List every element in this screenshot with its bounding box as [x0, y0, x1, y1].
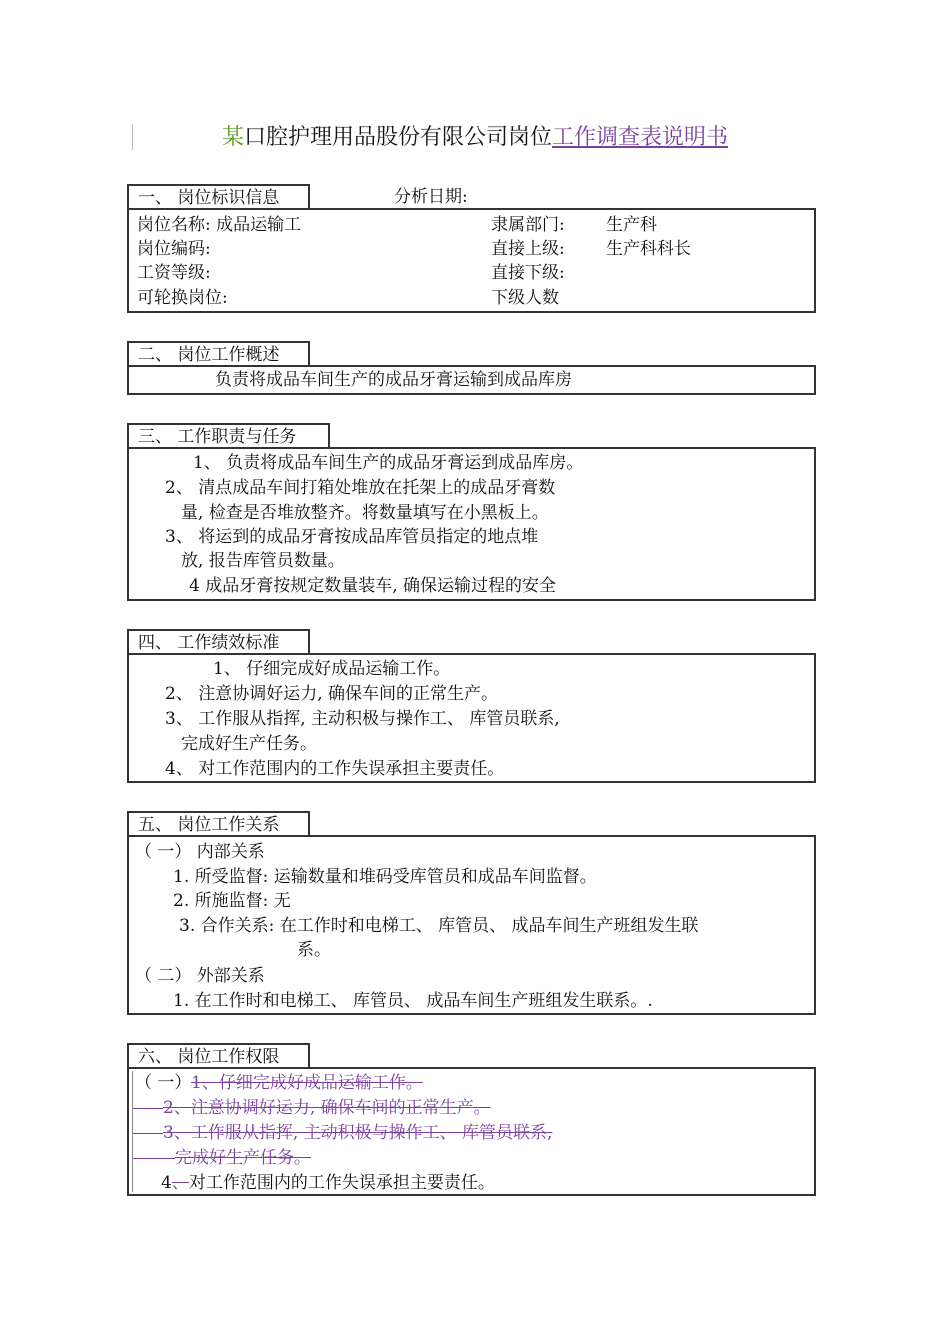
supervised-by: 1. 所受监督: 运输数量和堆码受库管员和成品车间监督。	[173, 867, 597, 887]
authority-line-2-deleted: 2、注意协调好运力, 确保车间的正常生产。	[163, 1098, 491, 1118]
title-part1: 某	[221, 125, 244, 150]
dept-value: 生产科	[606, 215, 657, 235]
salary-grade: 工资等级:	[137, 263, 211, 283]
standard-line-2: 2、 注意协调好运力, 确保车间的正常生产。	[165, 684, 499, 704]
page-title	[0, 120, 950, 151]
title-part2: 口腔护理用品股份有限公司岗位	[243, 125, 552, 150]
standard-line-3: 3、 工作服从指挥, 主动积极与操作工、 库管员联系,	[165, 709, 560, 729]
section4-box	[127, 653, 816, 783]
authority-line-5	[161, 1172, 495, 1194]
deleted-indent-mark	[133, 1097, 163, 1109]
cooperation-cont: 系。	[297, 940, 331, 960]
section5-header: 五、 岗位工作关系	[127, 811, 310, 835]
deleted-indent-mark	[133, 1122, 163, 1134]
section4-header: 四、 工作绩效标准	[127, 629, 310, 653]
section6-header: 六、 岗位工作权限	[127, 1043, 310, 1067]
job-name: 岗位名称: 成品运输工	[137, 215, 302, 235]
authority-line-5-num: 4	[161, 1173, 172, 1193]
section2-box	[127, 365, 816, 395]
section1-header: 一、 岗位标识信息	[127, 184, 310, 208]
authority-prefix: （ 一）	[135, 1073, 192, 1093]
standard-line-5: 4、 对工作范围内的工作失误承担主要责任。	[165, 759, 505, 779]
duty-line-6: 4 成品牙膏按规定数量装车, 确保运输过程的安全	[189, 576, 557, 596]
cooperation: 3. 合作关系: 在工作时和电梯工、 库管员、 成品车间生产班组发生联	[179, 916, 699, 936]
superior-value: 生产科科长	[606, 239, 691, 259]
external-relations-heading: （ 二） 外部关系	[135, 966, 265, 986]
rotation-post: 可轮换岗位:	[137, 288, 228, 308]
section1-box	[127, 208, 816, 313]
section2-header: 二、 岗位工作概述	[127, 341, 310, 365]
section5-box	[127, 835, 816, 1015]
duty-line-4: 3、 将运到的成品牙膏按成品库管员指定的地点堆	[165, 527, 539, 547]
authority-line-1-deleted: 1、仔细完成好成品运输工作。	[191, 1073, 423, 1093]
section6-box	[127, 1067, 816, 1196]
supervises: 2. 所施监督: 无	[173, 891, 291, 911]
superior-label: 直接上级:	[491, 239, 565, 259]
subordinate-label: 直接下级:	[491, 263, 565, 283]
duty-line-3: 量, 检查是否堆放整齐。将数量填写在小黑板上。	[181, 503, 549, 523]
duty-line-1: 1、 负责将成品车间生产的成品牙膏运到成品库房。	[193, 453, 584, 473]
overview-text: 负责将成品车间生产的成品牙膏运输到成品库房	[215, 370, 572, 390]
external-relation-1: 1. 在工作时和电梯工、 库管员、 成品车间生产班组发生联系。.	[173, 991, 653, 1011]
authority-line-5-text: 对工作范围内的工作失误承担主要责任。	[188, 1173, 495, 1193]
section3-header: 三、 工作职责与任务	[127, 423, 330, 447]
change-bar	[132, 1071, 133, 1192]
standard-line-1: 1、 仔细完成好成品运输工作。	[213, 659, 451, 679]
standard-line-4: 完成好生产任务。	[181, 734, 317, 754]
subordinate-count-label: 下级人数	[491, 288, 559, 308]
section3-box	[127, 447, 816, 601]
title-part3: 工作调查表说明书	[552, 125, 729, 150]
duty-line-5: 放, 报告库管员数量。	[181, 551, 345, 571]
dept-label: 隶属部门:	[491, 215, 565, 235]
authority-line-4-deleted: 完成好生产任务。	[175, 1148, 311, 1168]
duty-line-2: 2、 清点成品车间打箱处堆放在托架上的成品牙膏数	[165, 478, 556, 498]
authority-line-3-deleted: 3、工作服从指挥, 主动积极与操作工、 库管员联系,	[163, 1123, 553, 1143]
deleted-indent-mark	[133, 1147, 175, 1159]
analysis-date-label: 分析日期:	[394, 187, 468, 207]
internal-relations-heading: （ 一） 内部关系	[135, 842, 265, 862]
job-code: 岗位编码:	[137, 239, 211, 259]
authority-line-5-deleted-mark: 、	[171, 1173, 189, 1193]
